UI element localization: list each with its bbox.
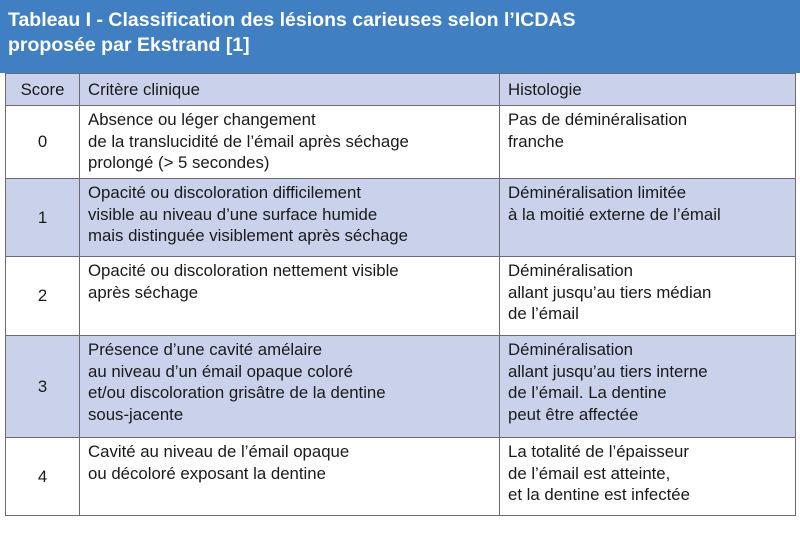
table-row [6, 179, 796, 257]
histologie-line: de l’émail est atteinte, [508, 463, 671, 483]
critere-cell [80, 438, 500, 516]
critere-line: Opacité ou discoloration nettement visible [88, 261, 399, 280]
histologie-cell [500, 257, 796, 336]
histologie-cell [500, 438, 796, 516]
score-cell: 1 [6, 179, 80, 257]
histologie-line: Déminéralisation limitée [508, 183, 687, 202]
histologie-line: peut être affectée [508, 404, 639, 424]
histologie-line: Déminéralisation [508, 261, 633, 280]
score-cell: 3 [6, 336, 80, 438]
histologie-cell [500, 336, 796, 438]
histologie-line: de l’émail. La dentine [508, 383, 667, 402]
histologie-cell [500, 179, 796, 257]
header-histologie: Histologie [500, 74, 796, 106]
critere-line: et/ou discoloration grisâtre de la dentine [88, 383, 386, 402]
table-title [0, 0, 800, 73]
table-row [6, 336, 796, 438]
critere-line: après séchage [88, 282, 199, 302]
critere-line: Cavité au niveau de l’émail opaque [88, 442, 350, 461]
table-title-line-2: proposée par Ekstrand [1] [8, 34, 250, 56]
score-cell: 0 [6, 106, 80, 179]
header-score: Score [6, 74, 80, 106]
histologie-line: Déminéralisation [508, 340, 633, 359]
table-title-line-1: Tableau I - Classification des lésions carieuses selon l’ICDAS [8, 9, 576, 31]
critere-cell [80, 106, 500, 179]
header-row [6, 74, 796, 106]
critere-line: Opacité ou discoloration difficilement [88, 183, 361, 202]
critere-line: prolongé (> 5 secondes) [88, 153, 270, 172]
histologie-line: de l’émail [508, 304, 579, 323]
histologie-line: Pas de déminéralisation [508, 110, 688, 129]
histologie-line: allant jusqu’au tiers médian [508, 282, 712, 302]
critere-line: ou décoloré exposant la dentine [88, 463, 326, 483]
critere-cell [80, 179, 500, 257]
critere-line: Absence ou léger changement [88, 110, 316, 129]
histologie-line: et la dentine est infectée [508, 485, 690, 504]
critere-line: de la translucidité de l’émail après séchage [88, 131, 409, 151]
table-row [6, 438, 796, 516]
table-row [6, 106, 796, 179]
table-row [6, 257, 796, 336]
histologie-line: franche [508, 131, 564, 151]
score-cell: 4 [6, 438, 80, 516]
critere-cell [80, 336, 500, 438]
score-cell: 2 [6, 257, 80, 336]
critere-line: sous-jacente [88, 404, 184, 424]
critere-line: mais distinguée visiblement après séchage [88, 226, 408, 245]
icdas-table [5, 73, 796, 516]
critere-line: au niveau d’un émail opaque coloré [88, 361, 353, 381]
histologie-line: La totalité de l’épaisseur [508, 442, 689, 461]
histologie-line: à la moitié externe de l’émail [508, 204, 721, 224]
critere-line: Présence d’une cavité amélaire [88, 340, 323, 359]
critere-cell [80, 257, 500, 336]
histologie-line: allant jusqu’au tiers interne [508, 361, 708, 381]
header-critere: Critère clinique [80, 74, 500, 106]
histologie-cell [500, 106, 796, 179]
critere-line: visible au niveau d’une surface humide [88, 204, 378, 224]
